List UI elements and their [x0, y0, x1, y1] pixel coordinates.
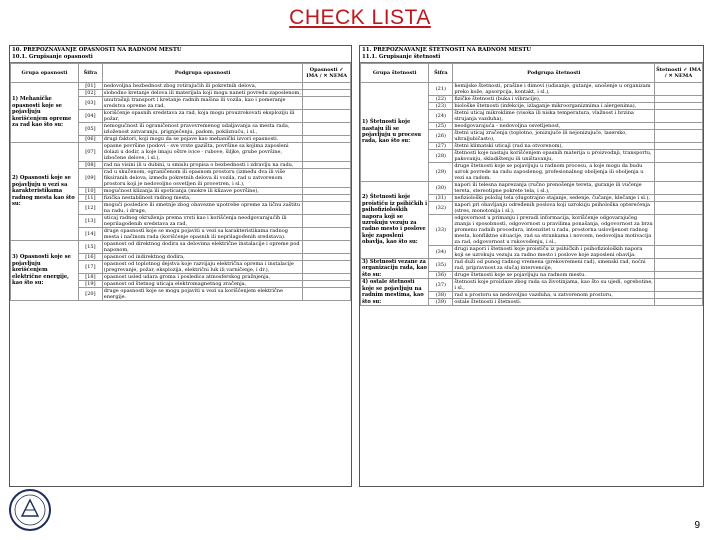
- code-cell: [15]: [79, 241, 103, 254]
- code-cell: [07]: [79, 143, 103, 162]
- check-cell[interactable]: [303, 281, 351, 288]
- code-cell: [16]: [79, 254, 103, 261]
- description-cell: nefiziološki položaj tela (dugotrajno stajanje, sedenje, čučanje, klečanje i sl.),: [453, 195, 655, 202]
- description-cell: opasnost usled udara groma i posledica atmosferskog pražnjenja,: [102, 274, 303, 281]
- group-label: 3) Opasnosti koje se pojavljuju korišćenjem električne energije, kao što su:: [11, 241, 79, 301]
- description-cell: štetnosti koje proizlaze zbog rada sa životinjama, kao što su ujedi, ogrebotine, i sl.,: [454, 279, 653, 292]
- institution-logo-icon: [8, 488, 52, 532]
- description-cell: druge štetnosti koje se pojavljuju u radnom procesu, a koje mogu da budu uzrok povrede na radu zaposlenog, profesionalnog oboljenja ili oboljenja u vezi sa radom.: [453, 163, 655, 182]
- check-cell[interactable]: [303, 169, 351, 188]
- check-cell[interactable]: [655, 259, 703, 272]
- description-cell: fizičke štetnosti (buka i vibracije),: [453, 96, 655, 103]
- description-cell: mogući posledice ili smetnje zbog obavezne upotrebe opreme za ličnu zaštitu na radu, i druge,: [102, 202, 303, 215]
- check-cell[interactable]: [655, 215, 703, 246]
- group-label: 3) Štetnosti vezane za organizaciju rada, kao što su:: [362, 259, 427, 278]
- description-cell: opasnost od toplotnog dejstva koje razvijaju električna oprema i instalacije (pregrevanje, požar, eksplozija, električni luk ili varničenje, i dr.),: [102, 261, 303, 274]
- table-row: [361, 182, 703, 195]
- description-cell: drugi faktori, koji mogu da se pojave kao mehanički izvori opasnosti.: [102, 136, 303, 143]
- code-cell: (25): [429, 123, 453, 130]
- description-cell: štetni uticaj zračenja (toplotno, jonizujuće ili nejonizujuće, lasersko, ultraljubičasto),: [453, 130, 655, 143]
- check-cell[interactable]: [655, 83, 703, 96]
- harm-heading: 11. PREPOZNAVANJE ŠTETNOSTI NA RADNOM MESTU: [362, 47, 532, 53]
- check-cell[interactable]: [303, 215, 351, 228]
- description-cell: rad u prostoru sa nedovoljno vazduha, u zatvorenom prostoru,: [453, 292, 655, 299]
- check-cell[interactable]: [655, 163, 703, 182]
- code-cell: [10]: [79, 188, 103, 195]
- code-cell: [02]: [79, 90, 103, 97]
- code-cell: (32): [429, 202, 453, 215]
- check-cell[interactable]: [655, 202, 703, 215]
- code-cell: [05]: [79, 123, 103, 136]
- check-cell[interactable]: [655, 96, 703, 103]
- description-cell: opasne površine (podovi - sve vrste gazišta, površine sa kojima zaposleni dolazi u dodir, a koje imaju oštre ivice - rubove, šiljke, grube površine, izbočene delove, i sl.),: [102, 143, 303, 162]
- harm-table-panel: [359, 45, 704, 487]
- check-cell[interactable]: [655, 292, 703, 299]
- code-cell: (33): [429, 215, 453, 246]
- page-title: CHECK LISTA: [289, 6, 431, 29]
- check-cell[interactable]: [303, 90, 351, 97]
- code-cell: (24): [429, 110, 453, 123]
- description-cell: napori ili telesna naprezanja (ručno prenošenje tereta, guranje ili vučenje tereta, stereotipne pokrete tela, i sl.),: [453, 182, 655, 195]
- description-cell: biološke štetnosti (infekcije, izlaganje mikroorganizmima i alergenima),: [453, 103, 655, 110]
- description-cell: opasnost od štetnog uticaja elektromagnetnog zračenja,: [102, 281, 303, 288]
- check-cell[interactable]: [655, 195, 703, 202]
- code-cell: (37): [429, 279, 453, 292]
- description-cell: korišćenje opasnih sredstava za rad, koja mogu prouzrokovati eksploziju ili požar,: [102, 110, 303, 123]
- hazard-subheading: 10.1. Grupisanje opasnosti: [10, 54, 351, 63]
- table-row: [11, 83, 351, 90]
- description-cell: štetnosti koje nastaju korišćenjem opasnih materija u proizvodnji, transportu, pakovanju, skladištenju ili uništavanju,: [453, 150, 655, 163]
- hazard-table: [10, 63, 351, 301]
- check-cell[interactable]: [655, 299, 703, 306]
- column-header: Grupa štetnosti: [361, 64, 429, 83]
- code-cell: [11]: [79, 195, 103, 202]
- check-cell[interactable]: [303, 202, 351, 215]
- group-label: 2) Opasnosti koje se pojavljuju u vezi sa karakteristikama radnog mesta kao što su:: [11, 143, 79, 241]
- check-cell[interactable]: [303, 195, 351, 202]
- description-cell: napori pri obavljanju određenih poslova koji uzrokuju psihološka opterećenja (stres, monotonija i sl.),: [453, 202, 655, 215]
- column-header: Opasnosti ✓ IMA / ✕ NEMA: [303, 64, 351, 83]
- description-cell: opasnost od direktnog dodira sa delovima električne instalacije i opreme pod naponom,: [102, 241, 303, 254]
- check-cell[interactable]: [655, 272, 703, 279]
- description-cell: drugi napori i štetnosti koje proističu iz psihičkih i psihofizioloških napora koji se uzrokuju vezuju za radno mesto i poslove koje zaposleni obavlja.: [453, 246, 655, 259]
- check-cell[interactable]: [655, 143, 703, 150]
- column-header: Podgrupa štetnosti: [453, 64, 655, 83]
- check-cell[interactable]: [303, 110, 351, 123]
- description-cell: druge opasnosti koje se mogu pojaviti u vezi sa korišćenjem električne energije.: [102, 288, 303, 301]
- check-cell[interactable]: [303, 143, 351, 162]
- code-cell: (34): [429, 246, 453, 259]
- code-cell: (38): [429, 292, 453, 299]
- table-header: [361, 64, 703, 83]
- check-cell[interactable]: [303, 123, 351, 136]
- column-header: Grupa opasnosti: [11, 64, 79, 83]
- check-cell[interactable]: [303, 274, 351, 281]
- code-cell: (23): [429, 103, 453, 110]
- check-cell[interactable]: [655, 130, 703, 143]
- description-cell: unutrašnji transport i kretanje radnih mašina ili vozila, kao i pomeranje sredstva opreme za rad,: [102, 97, 303, 110]
- code-cell: (28): [429, 150, 453, 163]
- code-cell: [03]: [79, 97, 103, 110]
- code-cell: [13]: [79, 215, 103, 228]
- code-cell: [06]: [79, 136, 103, 143]
- table-row: [361, 83, 703, 96]
- description-cell: uticaj radnog okruženja prema vrsti kao i korišćenja neodgovarajućih ili neprilagođenih sredstava za rad,: [102, 215, 303, 228]
- group-label: 2) Štetnosti koje proističu iz psihičkih i psihofizioloških napora koji se uzrokuju vezuju za radno mesto i poslove koje zaposleni obavlja, kao što su:: [361, 182, 429, 259]
- check-cell[interactable]: [655, 110, 703, 123]
- code-cell: (26): [429, 130, 453, 143]
- check-cell[interactable]: [303, 261, 351, 274]
- code-cell: (39): [429, 299, 453, 306]
- harm-table: [360, 63, 703, 306]
- description-cell: fizička nestabilnost radnog mesta,: [102, 195, 303, 202]
- code-cell: [12]: [79, 202, 103, 215]
- group-label: 4) ostale štetnosti koje se pojavljuju na radnim mestima, kao što su:: [361, 279, 429, 306]
- table-header: [11, 64, 351, 83]
- code-cell: [08]: [79, 162, 103, 169]
- check-cell[interactable]: [303, 83, 351, 90]
- code-cell: (30): [429, 182, 453, 195]
- code-cell: (27): [429, 143, 453, 150]
- harm-subheading: 11.1. Grupisanje štetnosti: [360, 54, 703, 63]
- description-cell: druge štetnosti koje se pojavljuju na radnom mestu.: [453, 272, 655, 279]
- group-label: 1) Mehaničke opasnosti koje se pojavljuju korišćenjem opreme za rad kao što su:: [11, 83, 79, 143]
- code-cell: (36): [429, 272, 453, 279]
- description-cell: mogućnost klizanja ili spoticanja (mokre ili klizave površine),: [102, 188, 303, 195]
- description-cell: opasnost od indirektnog dodira,: [102, 254, 303, 261]
- check-cell[interactable]: [655, 123, 703, 130]
- code-cell: (31): [429, 195, 453, 202]
- check-cell[interactable]: [303, 288, 351, 301]
- check-cell[interactable]: [303, 162, 351, 169]
- hazard-table-panel: [9, 45, 352, 487]
- check-cell[interactable]: [303, 136, 351, 143]
- check-cell[interactable]: [655, 103, 703, 110]
- description-cell: štetni uticaj mikroklime (visoka ili niska temperatura, vlažnost i brzina strujanja vazduha),: [453, 110, 655, 123]
- code-cell: [09]: [79, 169, 103, 188]
- description-cell: nedovoljna bezbednost zbog rotirajućih ili pokretnih delova,: [102, 83, 303, 90]
- column-header: Šifra: [79, 64, 103, 83]
- code-cell: (21): [429, 83, 453, 96]
- code-cell: [20]: [79, 288, 103, 301]
- group-label: 1) Štetnosti koje nastaju ili se pojavljuju u procesu rada, kao što su:: [361, 83, 429, 182]
- code-cell: [17]: [79, 261, 103, 274]
- description-cell: neodgovarajuća - nedovoljna osvetljenost,: [453, 123, 655, 130]
- code-cell: (35): [429, 259, 453, 272]
- description-cell: druge opasnosti koje se mogu pojaviti u vezi sa karakteristikama radnog mesta i načinom rada (korišćenje opasnih ili neprilagođenih sredstava).: [102, 228, 303, 241]
- description-cell: nemogućnost ili ograničenost pravovremenog udaljavanja sa mesta rada, izloženost zatvaranju, prignječenju, padom, pokliznuću, i sl.,: [102, 123, 303, 136]
- check-cell[interactable]: [655, 279, 703, 292]
- table-row: [11, 241, 351, 254]
- code-cell: [14]: [79, 228, 103, 241]
- table-row: [361, 259, 703, 272]
- description-cell: rad duži od punog radnog vremena (prekovremeni rad), smenski rad, noćni rad, pripravnost za slučaj intervencije,: [453, 259, 655, 272]
- description-cell: rad u skučenom, ograničenom ili opasnom prostoru (između dva ili više fiksiranih delova, između pokretnih delova ili vozila, rad u zatvorenom prostoru koji je nedovoljno osvetljen ili provetren, i sl.),: [102, 169, 303, 188]
- check-cell[interactable]: [655, 150, 703, 163]
- table-row: [11, 143, 351, 162]
- hazard-heading: 10. PREPOZNAVANJE OPASNOSTI NA RADNOM MESTU: [12, 47, 182, 53]
- page-number: 9: [694, 520, 700, 531]
- column-header: Štetnosti ✓ IMA / ✕ NEMA: [655, 64, 703, 83]
- description-cell: štetni klimatski uticaji (rad na otvorenom),: [453, 143, 655, 150]
- check-cell[interactable]: [303, 254, 351, 261]
- code-cell: (22): [429, 96, 453, 103]
- code-cell: [18]: [79, 274, 103, 281]
- code-cell: [01]: [79, 83, 103, 90]
- table-row: [361, 279, 703, 292]
- check-cell[interactable]: [303, 228, 351, 241]
- code-cell: [04]: [79, 110, 103, 123]
- description-cell: odgovornost u primanju i preradi informacija, korišćenje odgovarajućeg znanja i sposobnosti, odgovornost u pravilima ponašanja, odgovornost za brzu promenu radnih procedura, intenzitet u radu, prostorna uslovljenost radnog mesta, konfliktne situacije, rad sa strankama i novcem, nedovoljna motivacija za rad, odgovornost u rukovođenju, i sl.,: [454, 215, 653, 245]
- description-cell: rad na visini ili u dubini, u smislu propisa o bezbednosti i zdravlju na radu,: [102, 162, 303, 169]
- check-cell[interactable]: [303, 97, 351, 110]
- description-cell: hemijske štetnosti, prašine i dimovi (udisanje, gutanje, unošenje u organizam preko kože, apsorpcija, kontakt, i sl.),: [453, 83, 655, 96]
- check-cell[interactable]: [303, 241, 351, 254]
- code-cell: [19]: [79, 281, 103, 288]
- check-cell[interactable]: [303, 188, 351, 195]
- column-header: Šifra: [429, 64, 453, 83]
- description-cell: slobodno kretanje delova ili materijala koji mogu naneti povredu zaposlenom,: [102, 90, 303, 97]
- check-cell[interactable]: [655, 182, 703, 195]
- description-cell: ostale štetnosti i štetnosti.: [453, 299, 655, 306]
- code-cell: (29): [429, 163, 453, 182]
- column-header: Podgrupa opasnosti: [102, 64, 303, 83]
- check-cell[interactable]: [655, 246, 703, 259]
